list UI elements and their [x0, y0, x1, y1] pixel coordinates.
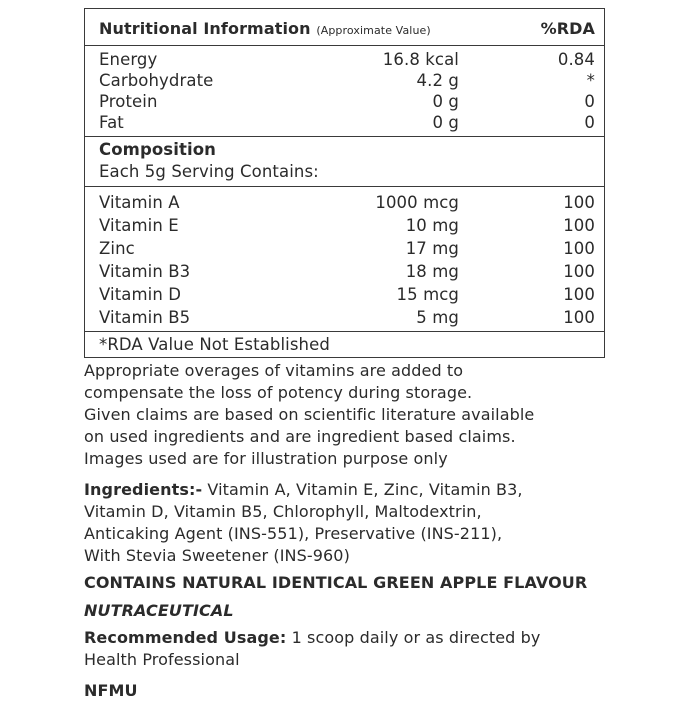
nutrient-amount: 16.8 kcal: [382, 50, 459, 69]
nutrient-amount: 0 g: [432, 113, 459, 132]
vitamin-amount: 18 mg: [405, 262, 459, 281]
ingredients-line: [84, 479, 684, 501]
nutrient-divider: [85, 136, 604, 137]
vitamin-rda: 100: [563, 216, 595, 235]
vitamin-amount: 5 mg: [416, 308, 459, 327]
vitamin-amount: 15 mcg: [396, 285, 459, 304]
vitamin-rda: 100: [563, 193, 595, 212]
disclaimer-line: Appropriate overages of vitamins are added to: [84, 361, 464, 380]
ingredients-block: [84, 479, 684, 567]
nutrient-name: Energy: [99, 50, 158, 69]
table-subtitle: (Approximate Value): [316, 24, 431, 37]
vitamin-name: Vitamin D: [99, 285, 182, 304]
disclaimer-line: Given claims are based on scientific literature available: [84, 405, 535, 424]
category-label: NUTRACEUTICAL: [84, 601, 234, 620]
nutrient-row-carbohydrate: [85, 70, 604, 92]
ingredients-line: Anticaking Agent (INS-551), Preservative (INS-211),: [84, 524, 503, 543]
disclaimer-line: Images used are for illustration purpose only: [84, 449, 448, 468]
nutrient-row-protein: [85, 91, 604, 113]
composition-title: Composition: [99, 140, 216, 159]
vitamin-row-zinc: [85, 238, 604, 260]
ingredients-text: Vitamin A, Vitamin E, Zinc, Vitamin B3,: [202, 480, 523, 499]
disclaimer-line: on used ingredients and are ingredient based claims.: [84, 427, 516, 446]
vitamin-name: Zinc: [99, 239, 135, 258]
nutrition-table: [84, 8, 605, 358]
nutrient-name: Protein: [99, 92, 158, 111]
nutrient-row-energy: [85, 49, 604, 71]
table-title: Nutritional Information (Approximate Value): [99, 19, 431, 38]
flavour-statement: CONTAINS NATURAL IDENTICAL GREEN APPLE FLAVOUR: [84, 573, 588, 592]
product-code: NFMU: [84, 681, 138, 700]
vitamin-amount: 10 mg: [405, 216, 459, 235]
ingredients-line: Vitamin D, Vitamin B5, Chlorophyll, Maltodextrin,: [84, 502, 482, 521]
ingredients-line: With Stevia Sweetener (INS-960): [84, 546, 350, 565]
disclaimer: [84, 360, 684, 470]
vitamin-rda: 100: [563, 308, 595, 327]
usage-line: Health Professional: [84, 650, 240, 669]
label-text-section: [84, 360, 684, 702]
nutrient-name: Fat: [99, 113, 124, 132]
nutrient-rda: 0.84: [557, 50, 595, 69]
vitamin-row-b3: [85, 261, 604, 283]
usage-block: [84, 627, 684, 671]
vitamin-row-e: [85, 215, 604, 237]
vitamin-row-d: [85, 284, 604, 306]
vitamin-divider: [85, 331, 604, 332]
serving-row: [85, 161, 604, 183]
serving-text: Each 5g Serving Contains:: [99, 162, 319, 181]
nutrient-rda: *: [586, 71, 595, 90]
usage-line: [84, 627, 684, 649]
nutrient-amount: 0 g: [432, 92, 459, 111]
nutrient-name: Carbohydrate: [99, 71, 214, 90]
usage-text: 1 scoop daily or as directed by: [286, 628, 541, 647]
vitamin-amount: 1000 mcg: [375, 193, 459, 212]
vitamin-rda: 100: [563, 239, 595, 258]
nutrient-row-fat: [85, 112, 604, 134]
vitamin-rda: 100: [563, 285, 595, 304]
rda-footnote: *RDA Value Not Established: [99, 335, 330, 354]
usage-label: Recommended Usage:: [84, 628, 287, 647]
vitamin-name: Vitamin A: [99, 193, 180, 212]
table-header-row: [85, 18, 604, 40]
nutrient-amount: 4.2 g: [416, 71, 459, 90]
vitamin-amount: 17 mg: [405, 239, 459, 258]
ingredients-label: Ingredients:-: [84, 480, 203, 499]
vitamin-row-a: [85, 192, 604, 214]
vitamin-name: Vitamin B3: [99, 262, 191, 281]
vitamin-name: Vitamin B5: [99, 308, 191, 327]
nutrient-rda: 0: [584, 113, 595, 132]
composition-divider: [85, 186, 604, 187]
vitamin-row-b5: [85, 307, 604, 329]
composition-heading-row: [85, 139, 604, 161]
vitamin-name: Vitamin E: [99, 216, 179, 235]
footnote-row: [85, 334, 604, 356]
nutrient-rda: 0: [584, 92, 595, 111]
header-divider: [85, 45, 604, 46]
rda-column-header: %RDA: [540, 19, 595, 38]
disclaimer-line: compensate the loss of potency during storage.: [84, 383, 473, 402]
vitamin-rda: 100: [563, 262, 595, 281]
